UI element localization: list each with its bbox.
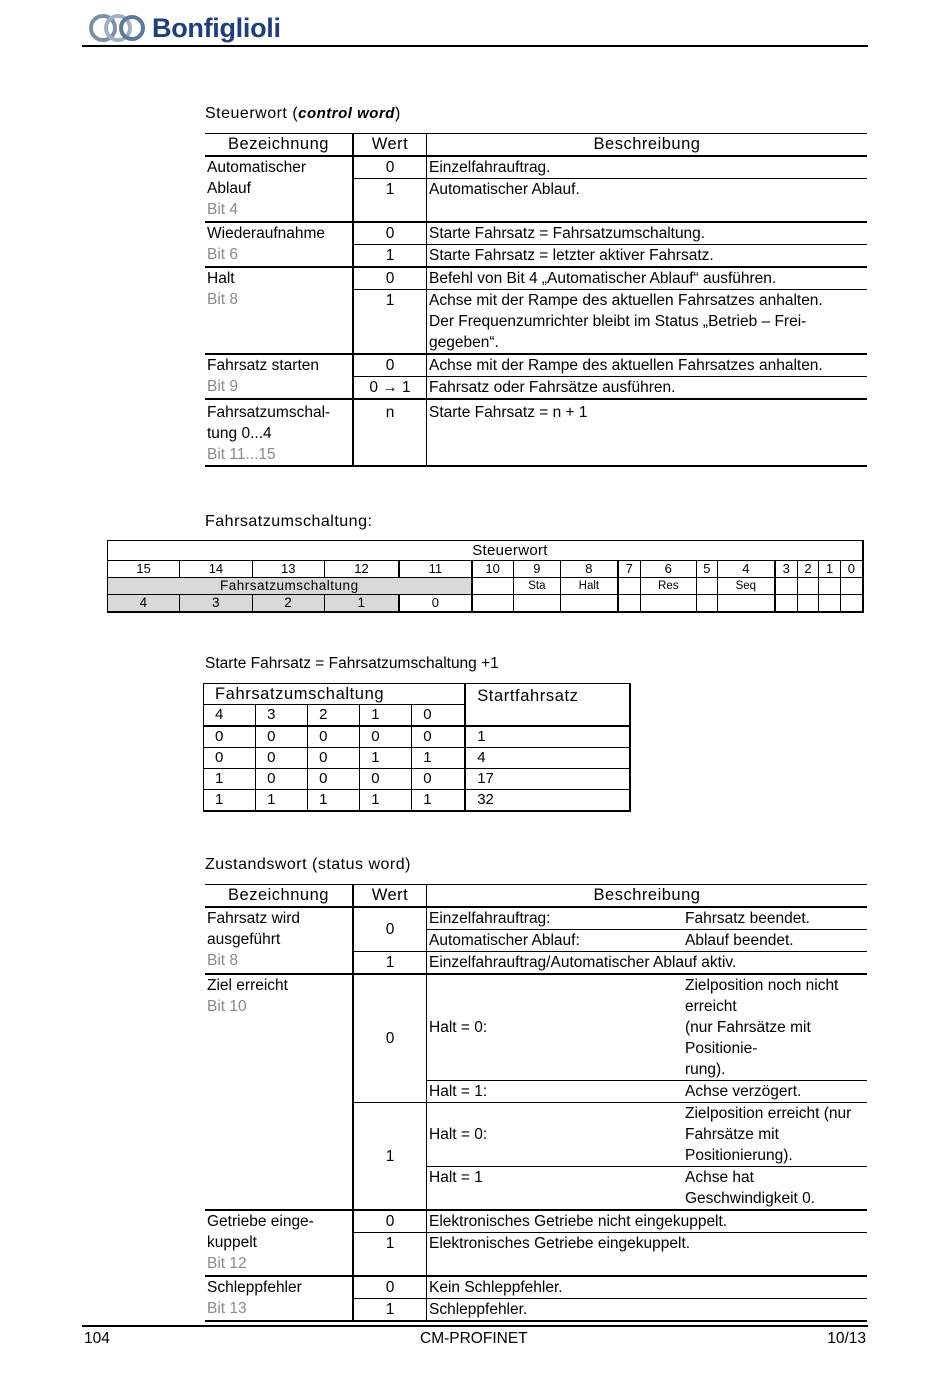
bit-cell: 1	[819, 561, 840, 578]
cw-value: 1	[353, 179, 427, 223]
sf-row: 1 1 1 1 1 32	[204, 790, 631, 812]
bit-cell: 7	[618, 561, 641, 578]
sw-desc: Ablauf beendet.	[683, 930, 867, 952]
cw-name-bit4: Automatischer Ablauf Bit 4	[205, 156, 353, 222]
sf-header-start: Startfahrsatz	[465, 684, 630, 727]
cw-desc: Starte Fahrsatz = Fahrsatzumschaltung.	[427, 222, 868, 245]
sw-value: 0	[353, 1210, 427, 1233]
cw-name-bit9: Fahrsatz starten Bit 9	[205, 354, 353, 399]
group-fahrsatzumschaltung: Fahrsatzumschaltung	[108, 578, 472, 595]
sub-bit-cell: 0	[399, 595, 472, 613]
start-block-table	[203, 683, 631, 812]
sf-bit: 0	[412, 705, 465, 727]
bit-cell: 4	[718, 561, 775, 578]
cw-value: 1	[353, 290, 427, 355]
sw-value: 1	[353, 952, 427, 975]
col-beschreibung: Beschreibung	[427, 885, 868, 908]
status-word-title: Zustandswort (status word)	[205, 856, 411, 873]
bit-cell: 6	[640, 561, 696, 578]
sw-value: 0	[353, 907, 427, 952]
sw-desc: Elektronisches Getriebe nicht eingekuppelt.	[427, 1210, 868, 1233]
bit-cell: 0	[840, 561, 863, 578]
bit-cell: 12	[324, 561, 399, 578]
sf-bit: 4	[204, 705, 256, 727]
start-formula: Starte Fahrsatz = Fahrsatzumschaltung +1	[205, 655, 499, 672]
doc-name: CM-PROFINET	[420, 1330, 528, 1347]
brand-name: Bonfiglioli	[152, 12, 281, 43]
cw-desc: Automatischer Ablauf.	[427, 179, 868, 223]
cw-value: 0	[353, 354, 427, 377]
sf-bit: 3	[256, 705, 308, 727]
cw-value: 1	[353, 245, 427, 268]
footer-rule	[82, 1325, 868, 1327]
bit-cell: 8	[561, 561, 618, 578]
cw-name-bit6: Wiederaufnahme Bit 6	[205, 222, 353, 267]
logo-mark-icon	[88, 13, 146, 43]
seq-cell: Seq	[718, 578, 775, 595]
control-word-title: Steuerwort (control word)	[205, 105, 401, 122]
bit-cell: 13	[252, 561, 324, 578]
col-bezeichnung: Bezeichnung	[205, 134, 353, 157]
sw-desc: Kein Schleppfehler.	[427, 1276, 868, 1299]
bit-cell: 3	[775, 561, 798, 578]
col-wert: Wert	[353, 134, 427, 157]
sf-row: 1 0 0 0 0 17	[204, 769, 631, 790]
sw-desc: Automatischer Ablauf:	[427, 930, 684, 952]
bit-cell: 5	[696, 561, 717, 578]
sf-row: 0 0 0 0 0 1	[204, 726, 631, 748]
sw-value: 1	[353, 1299, 427, 1322]
sf-header-switch: Fahrsatzumschaltung	[204, 684, 466, 705]
sw-name-bit8: Fahrsatz wird ausgeführt Bit 8	[205, 907, 353, 974]
bit-cell: 10	[472, 561, 514, 578]
status-word-table	[205, 884, 867, 1322]
sub-bit-cell: 3	[180, 595, 252, 613]
sw-value: 0	[353, 974, 427, 1103]
cw-desc: Starte Fahrsatz = letzter aktiver Fahrsatz.	[427, 245, 868, 268]
cw-value: 0	[353, 267, 427, 290]
sw-desc: Einzelfahrauftrag/Automatischer Ablauf aktiv.	[427, 952, 868, 975]
sw-desc: Achse verzögert.	[683, 1081, 867, 1103]
bit-cell: 9	[513, 561, 560, 578]
cw-desc: Starte Fahrsatz = n + 1	[427, 399, 868, 466]
sub-bit-cell: 2	[252, 595, 324, 613]
sf-bit: 2	[308, 705, 360, 727]
sw-value: 1	[353, 1103, 427, 1211]
sf-row: 0 0 0 1 1 4	[204, 748, 631, 769]
sw-desc: Einzelfahrauftrag:	[427, 907, 684, 930]
col-bezeichnung: Bezeichnung	[205, 885, 353, 908]
bit-cell: 2	[797, 561, 818, 578]
sw-desc: Halt = 0:	[427, 974, 684, 1081]
cw-desc: Befehl von Bit 4 „Automatischer Ablauf“ ausführen.	[427, 267, 868, 290]
cw-desc: Fahrsatz oder Fahrsätze ausführen.	[427, 377, 868, 400]
sw-desc: Halt = 0:	[427, 1103, 684, 1167]
bit-cell: 15	[108, 561, 180, 578]
page-number: 104	[84, 1330, 110, 1347]
cw-value: 0	[353, 156, 427, 179]
control-word-table	[205, 133, 867, 467]
sub-bit-cell: 1	[324, 595, 399, 613]
switch-title: Fahrsatzumschaltung:	[205, 513, 373, 530]
header-rule	[82, 45, 868, 47]
sf-bit: 1	[360, 705, 412, 727]
bit-cell: 11	[399, 561, 472, 578]
brand-logo	[88, 10, 281, 46]
halt-cell: Halt	[561, 578, 618, 595]
cw-desc: Achse mit der Rampe des aktuellen Fahrsatzes anhalten.	[427, 354, 868, 377]
steuerwort-title: Steuerwort	[108, 541, 864, 561]
sw-desc: Fahrsatz beendet.	[683, 907, 867, 930]
sw-desc: Achse hat Geschwindigkeit 0.	[683, 1167, 867, 1211]
sw-desc: Schleppfehler.	[427, 1299, 868, 1322]
sw-desc: Elektronisches Getriebe eingekuppelt.	[427, 1233, 868, 1277]
sw-value: 1	[353, 1233, 427, 1277]
steuerwort-grid	[107, 540, 864, 613]
res-cell: Res	[640, 578, 696, 595]
sw-name-bit12: Getriebe einge- kuppelt Bit 12	[205, 1210, 353, 1276]
sw-desc: Zielposition noch nicht erreicht (nur Fahrsätze mit Positionie- rung).	[683, 974, 867, 1081]
sw-name-bit13: Schleppfehler Bit 13	[205, 1276, 353, 1321]
sw-name-bit10: Ziel erreicht Bit 10	[205, 974, 353, 1210]
sw-desc: Halt = 1	[427, 1167, 684, 1211]
bit-cell: 14	[180, 561, 252, 578]
sw-desc: Halt = 1:	[427, 1081, 684, 1103]
cw-value: n	[353, 399, 427, 466]
col-beschreibung: Beschreibung	[427, 134, 868, 157]
col-wert: Wert	[353, 885, 427, 908]
cw-desc: Achse mit der Rampe des aktuellen Fahrsatzes anhalten. Der Frequenzumrichter bleibt im Status „Betrieb – Frei- gegeben“.	[427, 290, 868, 355]
sub-bit-cell: 4	[108, 595, 180, 613]
cw-name-bit8: Halt Bit 8	[205, 267, 353, 354]
cw-desc: Einzelfahrauftrag.	[427, 156, 868, 179]
sw-desc: Zielposition erreicht (nur Fahrsätze mit Positionierung).	[683, 1103, 867, 1167]
sta-cell: Sta	[513, 578, 560, 595]
sw-value: 0	[353, 1276, 427, 1299]
cw-value: 0 → 1	[353, 377, 427, 400]
cw-value: 0	[353, 222, 427, 245]
doc-date: 10/13	[827, 1330, 866, 1347]
cw-name-bit11-15: Fahrsatzumschal- tung 0...4 Bit 11...15	[205, 399, 353, 466]
